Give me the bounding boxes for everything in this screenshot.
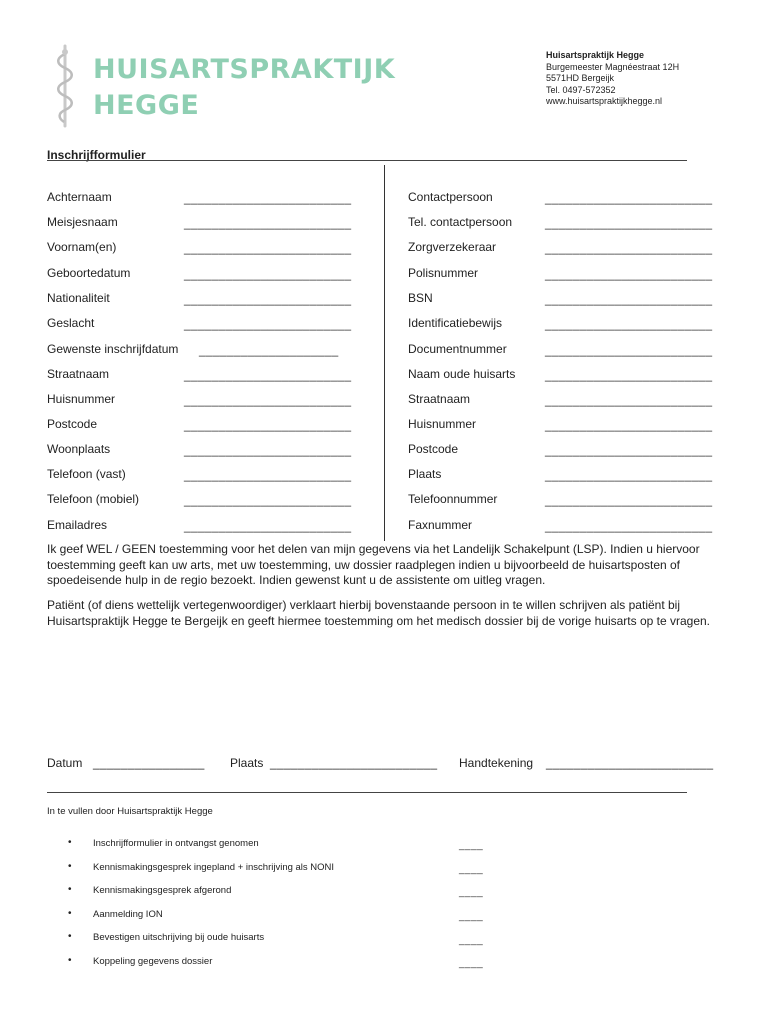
- field-label-documentnummer: Documentnummer: [408, 342, 507, 356]
- field-label-contactpersoon: Contactpersoon: [408, 190, 493, 204]
- field-blank-postcode[interactable]: ________________________: [184, 418, 352, 432]
- checklist-item-blank[interactable]: ____: [459, 887, 484, 898]
- field-label-meisjesnaam: Meisjesnaam: [47, 215, 118, 229]
- checklist-item-label: Aanmelding ION: [93, 909, 163, 920]
- field-blank-zorgverzekeraar[interactable]: ________________________: [545, 241, 713, 255]
- field-blank-huisnummer[interactable]: ________________________: [184, 393, 352, 407]
- field-label-inschrijfdatum: Gewenste inschrijfdatum: [47, 342, 179, 356]
- field-label-huisarts-postcode: Postcode: [408, 442, 459, 456]
- field-blank-tel-contactpersoon[interactable]: ________________________: [545, 216, 713, 230]
- checklist-item-label: Kennismakingsgesprek ingepland + inschrijving als NONI: [93, 862, 335, 873]
- field-blank-identificatiebewijs[interactable]: ________________________: [545, 317, 713, 331]
- field-blank-contactpersoon[interactable]: ________________________: [545, 191, 713, 205]
- field-label-huisarts-plaats: Plaats: [408, 467, 442, 481]
- field-blank-inschrijfdatum[interactable]: ____________________: [199, 343, 339, 357]
- field-label-huisarts-straatnaam: Straatnaam: [408, 392, 471, 406]
- field-label-telefoonnummer: Telefoonnummer: [408, 492, 498, 506]
- practice-postcode-city: 5571HD Bergeijk: [546, 73, 615, 83]
- caduceus-logo-icon: [52, 44, 78, 128]
- field-blank-polisnummer[interactable]: ________________________: [545, 267, 713, 281]
- field-label-geboortedatum: Geboortedatum: [47, 266, 131, 280]
- checklist-item-label: Bevestigen uitschrijving bij oude huisarts: [93, 932, 265, 943]
- field-blank-telefoon-mobiel[interactable]: ________________________: [184, 493, 352, 507]
- field-label-polisnummer: Polisnummer: [408, 266, 479, 280]
- bullet-icon: •: [68, 837, 72, 848]
- checklist-item-label: Kennismakingsgesprek afgerond: [93, 885, 232, 896]
- field-blank-voornamen[interactable]: ________________________: [184, 241, 352, 255]
- field-label-achternaam: Achternaam: [47, 190, 112, 204]
- signature-label: Handtekening: [459, 756, 534, 770]
- title-divider: [47, 160, 687, 161]
- field-label-huisarts-huisnummer: Huisnummer: [408, 417, 477, 431]
- checklist-item-blank[interactable]: ____: [459, 840, 484, 851]
- field-label-faxnummer: Faxnummer: [408, 518, 473, 532]
- field-label-oude-huisarts: Naam oude huisarts: [408, 367, 516, 381]
- field-blank-meisjesnaam[interactable]: ________________________: [184, 216, 352, 230]
- field-blank-bsn[interactable]: ________________________: [545, 292, 713, 306]
- field-label-telefoon-vast: Telefoon (vast): [47, 467, 126, 481]
- place-label: Plaats: [230, 756, 264, 770]
- checklist-item-label: Inschrijfformulier in ontvangst genomen: [93, 838, 259, 849]
- office-section-divider: [47, 792, 687, 793]
- field-blank-huisarts-postcode[interactable]: ________________________: [545, 443, 713, 457]
- form-title: Inschrijfformulier: [47, 148, 146, 162]
- place-blank[interactable]: ________________________: [270, 756, 438, 770]
- field-label-woonplaats: Woonplaats: [47, 442, 111, 456]
- checklist-item-blank[interactable]: ____: [459, 958, 484, 969]
- field-label-tel-contactpersoon: Tel. contactpersoon: [408, 215, 513, 229]
- practice-address: [546, 50, 679, 108]
- field-blank-geboortedatum[interactable]: ________________________: [184, 267, 352, 281]
- field-blank-emailadres[interactable]: ________________________: [184, 519, 352, 533]
- registration-declaration-paragraph: Patiënt (of diens wettelijk vertegenwoordiger) verklaart hierbij bovenstaande persoon in te willen schrijven als patiënt bij Huisartspraktijk Hegge te Bergeijk en geeft hiermee toestemming om het medisch dossier bij de vorige huisarts op te vragen.: [47, 598, 710, 628]
- practice-website: www.huisartspraktijkhegge.nl: [546, 96, 663, 106]
- office-section-title: In te vullen door Huisartspraktijk Hegge: [47, 806, 213, 817]
- field-label-postcode: Postcode: [47, 417, 98, 431]
- practice-phone: Tel. 0497-572352: [546, 84, 616, 95]
- practice-name: Huisartspraktijk Hegge: [546, 50, 645, 60]
- signature-blank[interactable]: ________________________: [546, 756, 714, 770]
- bullet-icon: •: [68, 908, 72, 919]
- field-label-telefoon-mobiel: Telefoon (mobiel): [47, 492, 140, 506]
- field-blank-documentnummer[interactable]: ________________________: [545, 343, 713, 357]
- field-label-zorgverzekeraar: Zorgverzekeraar: [408, 240, 497, 254]
- column-divider: [384, 165, 385, 541]
- field-blank-huisarts-huisnummer[interactable]: ________________________: [545, 418, 713, 432]
- lsp-consent-paragraph: Ik geef WEL / GEEN toestemming voor het delen van mijn gegevens via het Landelijk Schakelpunt (LSP). Indien u hiervoor toestemming geeft kan uw arts, met uw toestemming, uw dossier raadplegen indien u bijvoorbeeld de huisartsposten of spoedeisende hulp in de regio bezoekt. Indien gewenst kunt u de assistente om uitleg vragen.: [47, 542, 700, 587]
- field-label-bsn: BSN: [408, 291, 433, 305]
- field-blank-geslacht[interactable]: ________________________: [184, 317, 352, 331]
- field-blank-telefoonnummer[interactable]: ________________________: [545, 493, 713, 507]
- field-blank-faxnummer[interactable]: ________________________: [545, 519, 713, 533]
- bullet-icon: •: [68, 955, 72, 966]
- field-label-voornamen: Voornam(en): [47, 240, 117, 254]
- date-label: Datum: [47, 756, 83, 770]
- field-label-identificatiebewijs: Identificatiebewijs: [408, 316, 503, 330]
- checklist-item-blank[interactable]: ____: [459, 864, 484, 875]
- checklist-item-blank[interactable]: ____: [459, 935, 484, 946]
- checklist-item-label: Koppeling gegevens dossier: [93, 956, 213, 967]
- practice-street: Burgemeester Magnéestraat 12H: [546, 61, 680, 72]
- field-label-straatnaam: Straatnaam: [47, 367, 110, 381]
- field-label-nationaliteit: Nationaliteit: [47, 291, 110, 305]
- logo-text-line1: HUISARTSPRAKTIJK: [93, 54, 396, 85]
- bullet-icon: •: [68, 884, 72, 895]
- field-blank-huisarts-straatnaam[interactable]: ________________________: [545, 393, 713, 407]
- field-blank-telefoon-vast[interactable]: ________________________: [184, 468, 352, 482]
- date-blank[interactable]: ________________: [93, 756, 205, 770]
- field-blank-woonplaats[interactable]: ________________________: [184, 443, 352, 457]
- field-blank-nationaliteit[interactable]: ________________________: [184, 292, 352, 306]
- field-label-huisnummer: Huisnummer: [47, 392, 116, 406]
- field-label-geslacht: Geslacht: [47, 316, 95, 330]
- field-blank-huisarts-plaats[interactable]: ________________________: [545, 468, 713, 482]
- field-blank-straatnaam[interactable]: ________________________: [184, 368, 352, 382]
- bullet-icon: •: [68, 861, 72, 872]
- field-label-emailadres: Emailadres: [47, 518, 108, 532]
- field-blank-oude-huisarts[interactable]: ________________________: [545, 368, 713, 382]
- field-blank-achternaam[interactable]: ________________________: [184, 191, 352, 205]
- logo-text-line2: HEGGE: [93, 90, 200, 121]
- checklist-item-blank[interactable]: ____: [459, 911, 484, 922]
- bullet-icon: •: [68, 931, 72, 942]
